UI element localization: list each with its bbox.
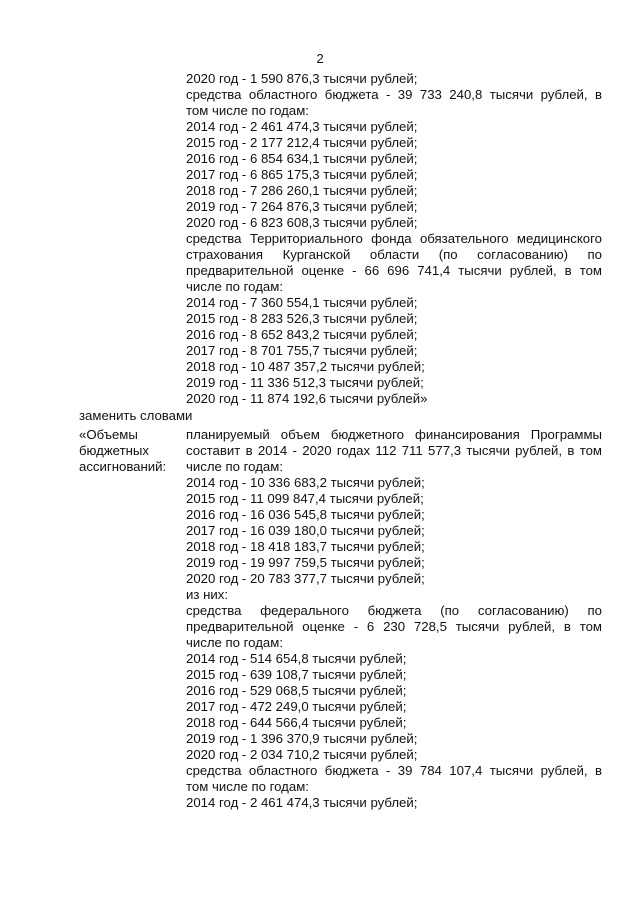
- text-line: 2016 год - 6 854 634,1 тысячи рублей;: [186, 151, 418, 166]
- text-line: 2017 год - 8 701 755,7 тысячи рублей;: [186, 343, 418, 358]
- text-line: 2019 год - 7 264 876,3 тысячи рублей;: [186, 199, 418, 214]
- text-line: 2018 год - 18 418 183,7 тысячи рублей;: [186, 539, 425, 554]
- text-line: том числе по годам:: [186, 103, 309, 118]
- text-line: 2017 год - 16 039 180,0 тысячи рублей;: [186, 523, 425, 538]
- text-line: 2020 год - 1 590 876,3 тысячи рублей;: [186, 71, 418, 86]
- text-line: составит в 2014 - 2020 годах 112 711 577,3 тысячи рублей, в том: [186, 443, 602, 458]
- text-line: планируемый объем бюджетного финансирования Программы: [186, 427, 602, 442]
- text-line: том числе по годам:: [186, 779, 309, 794]
- text-line: 2014 год - 514 654,8 тысячи рублей;: [186, 651, 407, 666]
- label-line: ассигнований:: [79, 459, 167, 474]
- text-line: 2014 год - 2 461 474,3 тысячи рублей;: [186, 119, 418, 134]
- text-line: средства Территориального фонда обязательного медицинского: [186, 231, 602, 246]
- text-line: 2020 год - 20 783 377,7 тысячи рублей;: [186, 571, 425, 586]
- text-line: числе по годам:: [186, 635, 283, 650]
- text-line: средства областного бюджета - 39 733 240,8 тысячи рублей, в: [186, 87, 602, 102]
- text-line: 2014 год - 7 360 554,1 тысячи рублей;: [186, 295, 418, 310]
- text-line: 2016 год - 16 036 545,8 тысячи рублей;: [186, 507, 425, 522]
- text-line: 2015 год - 8 283 526,3 тысячи рублей;: [186, 311, 418, 326]
- text-line: 2019 год - 19 997 759,5 тысячи рублей;: [186, 555, 425, 570]
- text-line: 2020 год - 2 034 710,2 тысячи рублей;: [186, 747, 418, 762]
- text-line: 2018 год - 10 487 357,2 тысячи рублей;: [186, 359, 425, 374]
- text-line: 2017 год - 6 865 175,3 тысячи рублей;: [186, 167, 418, 182]
- text-line: 2015 год - 11 099 847,4 тысячи рублей;: [186, 491, 424, 506]
- text-line: 2019 год - 1 396 370,9 тысячи рублей;: [186, 731, 418, 746]
- text-line: 2015 год - 639 108,7 тысячи рублей;: [186, 667, 407, 682]
- text-line: числе по годам:: [186, 279, 283, 294]
- text-line: средства областного бюджета - 39 784 107,4 тысячи рублей, в: [186, 763, 602, 778]
- text-line: 2016 год - 529 068,5 тысячи рублей;: [186, 683, 407, 698]
- text-line: страхования Курганской области (по согласованию) по: [186, 247, 602, 262]
- text-line: 2019 год - 11 336 512,3 тысячи рублей;: [186, 375, 424, 390]
- text-line: 2014 год - 2 461 474,3 тысячи рублей;: [186, 795, 418, 810]
- text-line: 2015 год - 2 177 212,4 тысячи рублей;: [186, 135, 418, 150]
- text-line: предварительной оценке - 6 230 728,5 тысячи рублей, в том: [186, 619, 602, 634]
- text-line: 2016 год - 8 652 843,2 тысячи рублей;: [186, 327, 418, 342]
- text-line: предварительной оценке - 66 696 741,4 тысячи рублей, в том: [186, 263, 602, 278]
- text-line: 2017 год - 472 249,0 тысячи рублей;: [186, 699, 407, 714]
- text-line: 2014 год - 10 336 683,2 тысячи рублей;: [186, 475, 425, 490]
- text-line: 2020 год - 6 823 608,3 тысячи рублей;: [186, 215, 418, 230]
- text-line: 2018 год - 7 286 260,1 тысячи рублей;: [186, 183, 418, 198]
- text-line: средства федерального бюджета (по согласованию) по: [186, 603, 602, 618]
- text-line: 2018 год - 644 566,4 тысячи рублей;: [186, 715, 407, 730]
- text-line: из них:: [186, 587, 228, 602]
- text-line: числе по годам:: [186, 459, 283, 474]
- label-line: бюджетных: [79, 443, 149, 458]
- text-line: 2020 год - 11 874 192,6 тысячи рублей»: [186, 391, 428, 406]
- page-number: 2: [316, 51, 324, 66]
- label-line: «Объемы: [79, 427, 138, 442]
- replace-words-line: заменить словами: [79, 408, 193, 423]
